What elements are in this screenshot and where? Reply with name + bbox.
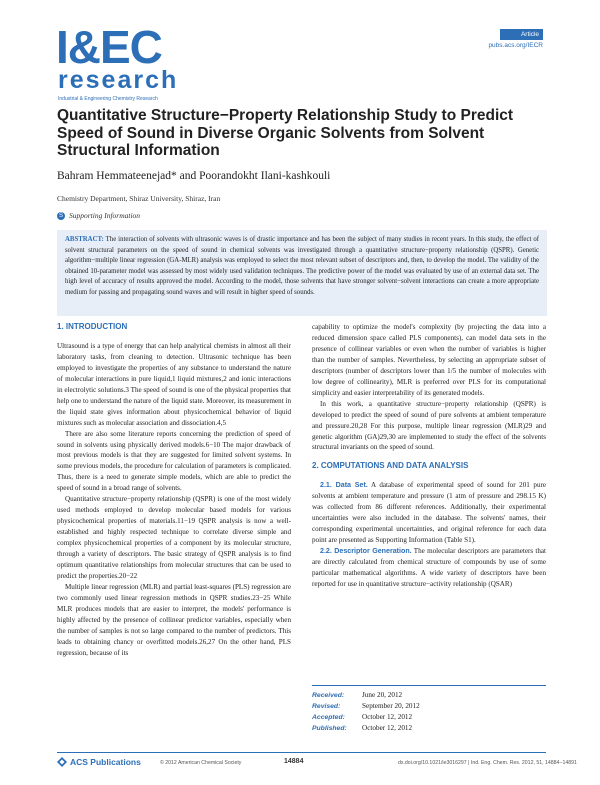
abstract-text: The interaction of solvents with ultrasonic waves is of drastic importance and has been the subject of many studies in recent years. In this study, the effect of solvent structural parameters on the speed of sound in chemical solvents was investigated through a quantitative structure−property relationship (QSPR). Genetic algorithm−multiple linear regression (GA-MLR) analysis was employed to select the most relevant subset of descriptors and, then, to develop the model. The validity of the obtained 10-parameter model was assessed by most widely used validation techniques. The predictive power of the model was evaluated by use of an external data set. The high level of accuracy of results approved the model. According to the model, those solvents that have stronger solvent−solvent interactions can create a more appropriate medium for passing and propagating sound waves and will result in higher speed of sounds. <box>65 236 539 296</box>
paper-authors: Bahram Hemmateenejad* and Poorandokht Ilani-kashkouli <box>57 170 331 182</box>
article-type-badge: Article <box>500 29 543 40</box>
date-label: Received: <box>312 692 345 699</box>
date-value: September 20, 2012 <box>362 702 420 710</box>
publisher-name: ACS Publications <box>70 757 141 767</box>
doi-citation-link[interactable]: dx.doi.org/10.1021/ie3016297 | Ind. Eng. Chem. Res. 2012, 51, 14884−14891 <box>398 760 577 766</box>
abstract-box <box>57 230 547 316</box>
footer-divider <box>57 752 546 753</box>
date-value: October 12, 2012 <box>362 724 413 732</box>
subsection-text: A database of experimental speed of sound for 201 pure solvents at ambient temperature and pressure (1 atm of pressure and 298.15 K) was collected from 86 different references. Additionally, their experimental uncertainties were also included in the database. The solvents' names, their corresponding experimental uncertainties, and original reference for each data point are presented as Supporting Information (Table S1). <box>312 481 546 545</box>
left-column <box>57 322 291 757</box>
section-heading-introduction: 1. INTRODUCTION <box>57 322 128 331</box>
paragraph: capability to optimize the model's complexity (by projecting the data into a reduced dimension space called PLS components), can model data sets in the presence of collinear variables or even when the number of variables is higher than the number of samples. Nevertheless, by selecting an appropriate subset of descriptors (number of descriptors lower than 1/5 the number of molecules with low degree of collinearity), MLR is preferred over PLS for its computational simplicity and easier interpretability of its generated models. <box>312 323 546 397</box>
section-heading-computations: 2. COMPUTATIONS AND DATA ANALYSIS <box>312 461 469 471</box>
date-label: Revised: <box>312 703 341 710</box>
publication-dates <box>312 685 546 734</box>
paper-title: Quantitative Structure−Property Relationship Study to Predict Speed of Sound in Diverse Organic Solvents from Solvent Structural Information <box>57 107 514 159</box>
paragraph-data-set <box>312 480 546 546</box>
paragraph: Multiple linear regression (MLR) and partial least-squares (PLS) regression are two commonly used linear regression methods in QSPR studies.23−25 While MLR produces models that are easier to interpret, the models' performance is highly affected by the presence of collinear predictor variables, especially when the number of samples is not so large compared to the number of predictors. This leads to obtaining chancy or overfitted models.26,27 On the other hand, PLS regression, because of its <box>57 582 291 657</box>
supporting-information-link[interactable] <box>57 211 140 220</box>
paragraph: In this work, a quantitative structure−property relationship (QSPR) is developed to predict the speed of sound of pure solvents at ambient temperature and pressure.20,28 For this purpose, multiple linear regression (MLR)29 and genetic algorithm (GA)29,30 are implemented to study the effect of the solvents structural invariants on the speed of sound. <box>312 399 546 452</box>
subsection-heading-descriptor-generation: 2.2. Descriptor Generation. <box>320 547 412 556</box>
paragraph: Quantitative structure−property relationship (QSPR) is one of the most widely used methods employed to develop molecular based models for various physicochemical properties of materials.11−19 QSPR analysis is now a well-established and highly respected technique to correlate diverse simple and complex physicochemical properties of a component by its molecular structure, through a variety of descriptors. The basic strategy of QSPR analysis is to find optimum quantitative relationships from molecular structures that can be used to predict the properties.20−22 <box>57 495 291 580</box>
date-label: Accepted: <box>312 714 345 721</box>
affiliation: Chemistry Department, Shiraz University, Shiraz, Iran <box>57 194 221 203</box>
subsection-text: The molecular descriptors are parameters that are directly calculated from chemical structure of compounds by use of some particular mathematical algorithms. A wide variety of descriptors have been reported for use in quantitative structure−activity relationship (QSAR) <box>312 547 546 588</box>
paragraph: There are also some literature reports concerning the prediction of speed of sound in solvents using physically derived models.6−10 The major drawback of most previous models is that they are suggested for limited solvent systems. In some previous models, the procedure for calculation of parameters is complicated. Thus, there is a need to generate simple models, which are able to predict the speed of sound in a broad range of solvents. <box>57 429 291 493</box>
journal-url-link[interactable]: pubs.acs.org/IECR <box>488 42 543 49</box>
date-row <box>312 690 546 701</box>
journal-logo-bottom: research <box>58 66 179 94</box>
supporting-info-icon: S <box>58 212 63 219</box>
date-label: Published: <box>312 725 347 732</box>
right-column <box>312 322 546 590</box>
paragraph: Ultrasound is a type of energy that can help analytical chemists in almost all their laboratory tasks, from cleaning to detection. Ultrasonic technique has been employed to investigate the properties of any substance to understand the nature of molecular interactions in pure liquid,1 liquid mixtures,2 and ionic interactions in electrolytic solutions.3 The speed of sound is one of the physical properties that help one to understand the nature of the liquid state. Moreover, its measurement in the liquid state gives information about physicochemical behavior of liquid mixtures such as molecular association and dissociation.4,5 <box>57 341 291 427</box>
journal-logo-top: I&EC <box>56 21 162 73</box>
acs-publications-logo[interactable] <box>57 757 141 767</box>
page-number: 14884 <box>284 758 304 765</box>
date-row <box>312 723 546 734</box>
copyright-notice: © 2012 American Chemical Society <box>160 760 242 766</box>
date-row <box>312 701 546 712</box>
date-value: October 12, 2012 <box>362 713 413 721</box>
supporting-info-label: Supporting Information <box>69 211 141 220</box>
abstract-label: ABSTRACT: <box>65 236 104 243</box>
acs-logo-icon <box>57 757 67 767</box>
journal-logo-subtitle: Industrial & Engineering Chemistry Research <box>58 96 158 102</box>
subsection-heading-data-set: 2.1. Data Set. <box>320 481 368 490</box>
date-row <box>312 712 546 723</box>
paragraph-descriptor-generation <box>312 546 546 590</box>
date-value: June 20, 2012 <box>362 691 403 699</box>
